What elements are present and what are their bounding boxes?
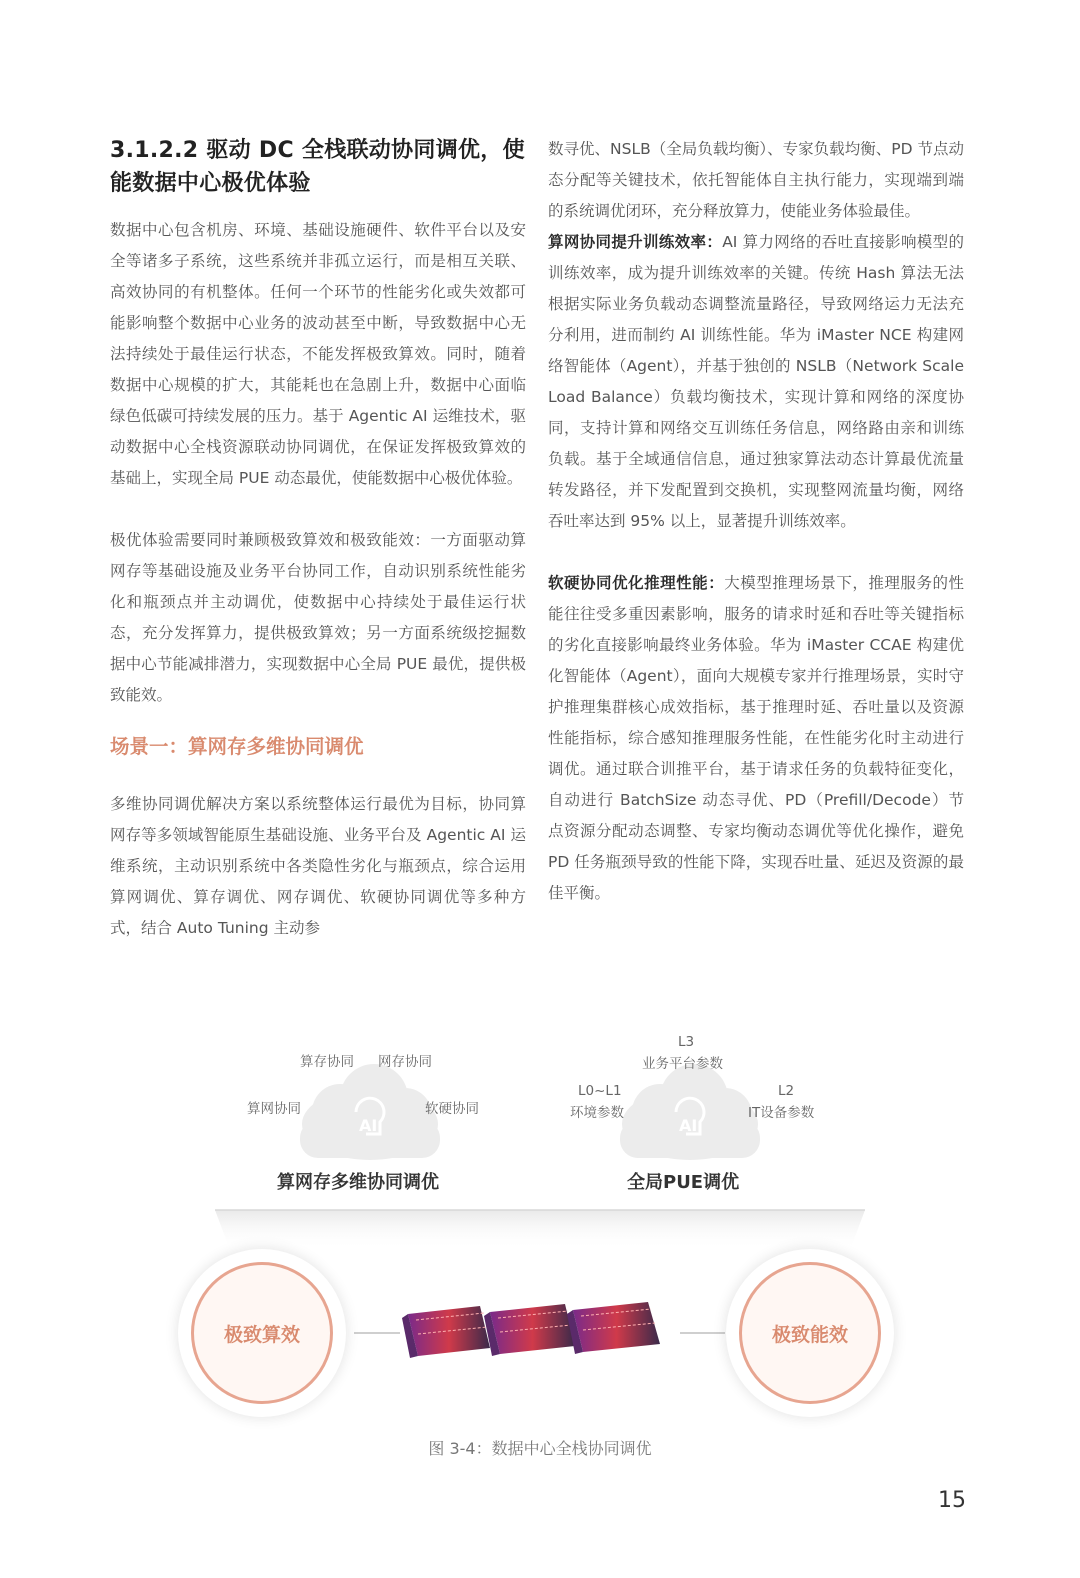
right-cloud-icon — [620, 1064, 760, 1160]
left-circle — [178, 1249, 346, 1417]
label-l01-code: L0~L1 — [578, 1083, 622, 1099]
platform-shape — [215, 1210, 865, 1250]
label-l2-name: IT设备参数 — [748, 1105, 815, 1121]
training-text: AI 算力网络的吞吐直接影响模型的训练效率，成为提升训练效率的关键。传统 Hash 算法无法根据实际业务负载动态调整流量路径，导致网络运力无法充分利用，进而制约 AI 训练性能。华为 iMaster NCE 构建网络智能体（Agent），并基于独创的 NSLB（Network Scale Load Balance）负载均衡技术，实现计算和网络的深度协同，支持计算和网络交互训练任务信息，网络路由亲和训练负载。基于全域通信信息，通过独家算法动态计算最优流量转发路径，并下发配置到交换机，实现整网流量均衡，网络吞吐率达到 95% 以上，显著提升训练效率。 — [548, 233, 964, 530]
right-circle-label: 极致能效 — [771, 1323, 848, 1346]
inference-label: 软硬协同优化推理性能： — [548, 574, 725, 592]
left-cloud-icon — [300, 1064, 440, 1160]
label-l3-name: 业务平台参数 — [642, 1056, 723, 1072]
scene-heading: 场景一：算网存多维协同调优 — [110, 735, 364, 758]
server-rack-icon — [567, 1302, 660, 1354]
paragraph-experience: 极优体验需要同时兼顾极致算效和极致能效：一方面驱动算网存等基础设施及业务平台协同工作，自动识别系统性能劣化和瓶颈点并主动调优，使数据中心持续处于最佳运行状态，充分发挥算力，提供极致算效；另一方面系统级挖掘数据中心节能减排潜力，实现数据中心全局 PUE 最优，提供极致能效。 — [110, 531, 526, 704]
paragraph-intro: 数据中心包含机房、环境、基础设施硬件、软件平台以及安全等诸多子系统，这些系统并非孤立运行，而是相互关联、高效协同的有机整体。任何一个环节的性能劣化或失效都可能影响整个数据中心业务的波动甚至中断，导致数据中心无法持续处于最佳运行状态，不能发挥极致算效。同时，随着数据中心规模的扩大，其能耗也在急剧上升，数据中心面临绿色低碳可持续发展的压力。基于 Agentic AI 运维技术，驱动数据中心全栈资源联动协同调优，在保证发挥极致算效的基础上，实现全局 PUE 动态最优，使能数据中心极优体验。 — [110, 221, 526, 487]
left-circle-label: 极致算效 — [223, 1323, 300, 1346]
label-soft-hard: 软硬协同 — [425, 1101, 479, 1117]
right-cloud-title: 全局PUE调优 — [627, 1172, 740, 1193]
paragraph-multi-dim: 多维协同调优解决方案以系统整体运行最优为目标，协同算网存等多领域智能原生基础设施、业务平台及 Agentic AI 运维系统，主动识别系统中各类隐性劣化与瓶颈点，综合运用算网调优、算存调优、网存调优、软硬协同调优等多种方式，结合 Auto Tuning 主动参 — [110, 795, 526, 937]
right-circle — [726, 1249, 894, 1417]
section-title: 3.1.2.2 驱动 DC 全栈联动协同调优，使能数据中心极优体验 — [110, 138, 525, 196]
left-cloud-ai: AI — [359, 1116, 378, 1135]
right-cloud-ai: AI — [679, 1116, 698, 1135]
left-cloud-title: 算网存多维协同调优 — [277, 1172, 439, 1193]
label-l01-name: 环境参数 — [570, 1105, 624, 1121]
label-network-storage: 网存协同 — [378, 1054, 432, 1070]
label-l3-code: L3 — [678, 1034, 695, 1050]
server-rack-icon — [402, 1306, 490, 1358]
label-compute-storage: 算存协同 — [300, 1054, 354, 1070]
server-rack-icon — [484, 1304, 575, 1356]
inference-text: 大模型推理场景下，推理服务的性能往往受多重因素影响，服务的请求时延和吞吐等关键指标的劣化直接影响最终业务体验。华为 iMaster CCAE 构建优化智能体（Agent），面向大规模专家并行推理场景，实时守护推理集群核心成效指标，基于推理时延、吞吐量以及资源性能指标，综合感知推理服务性能，在性能劣化时主动进行调优。通过联合训推平台，基于请求任务的负载特征变化，自动进行 BatchSize 动态寻优、PD（Prefill/Decode）节点资源分配动态调整、专家均衡动态调优等优化操作，避免 PD 任务瓶颈导致的性能下降，实现吞吐量、延迟及资源的最佳平衡。 — [548, 574, 964, 902]
training-label: 算网协同提升训练效率： — [548, 233, 723, 251]
figure-caption: 图 3-4：数据中心全栈协同调优 — [428, 1439, 652, 1458]
label-l2-code: L2 — [778, 1083, 795, 1099]
label-compute-network: 算网协同 — [247, 1101, 301, 1117]
page-number: 15 — [938, 1488, 966, 1513]
paragraph-continued: 数寻优、NSLB（全局负载均衡）、专家负载均衡、PD 节点动态分配等关键技术，依托智能体自主执行能力，实现端到端的系统调优闭环，充分释放算力，使能业务体验最佳。 — [548, 140, 964, 220]
